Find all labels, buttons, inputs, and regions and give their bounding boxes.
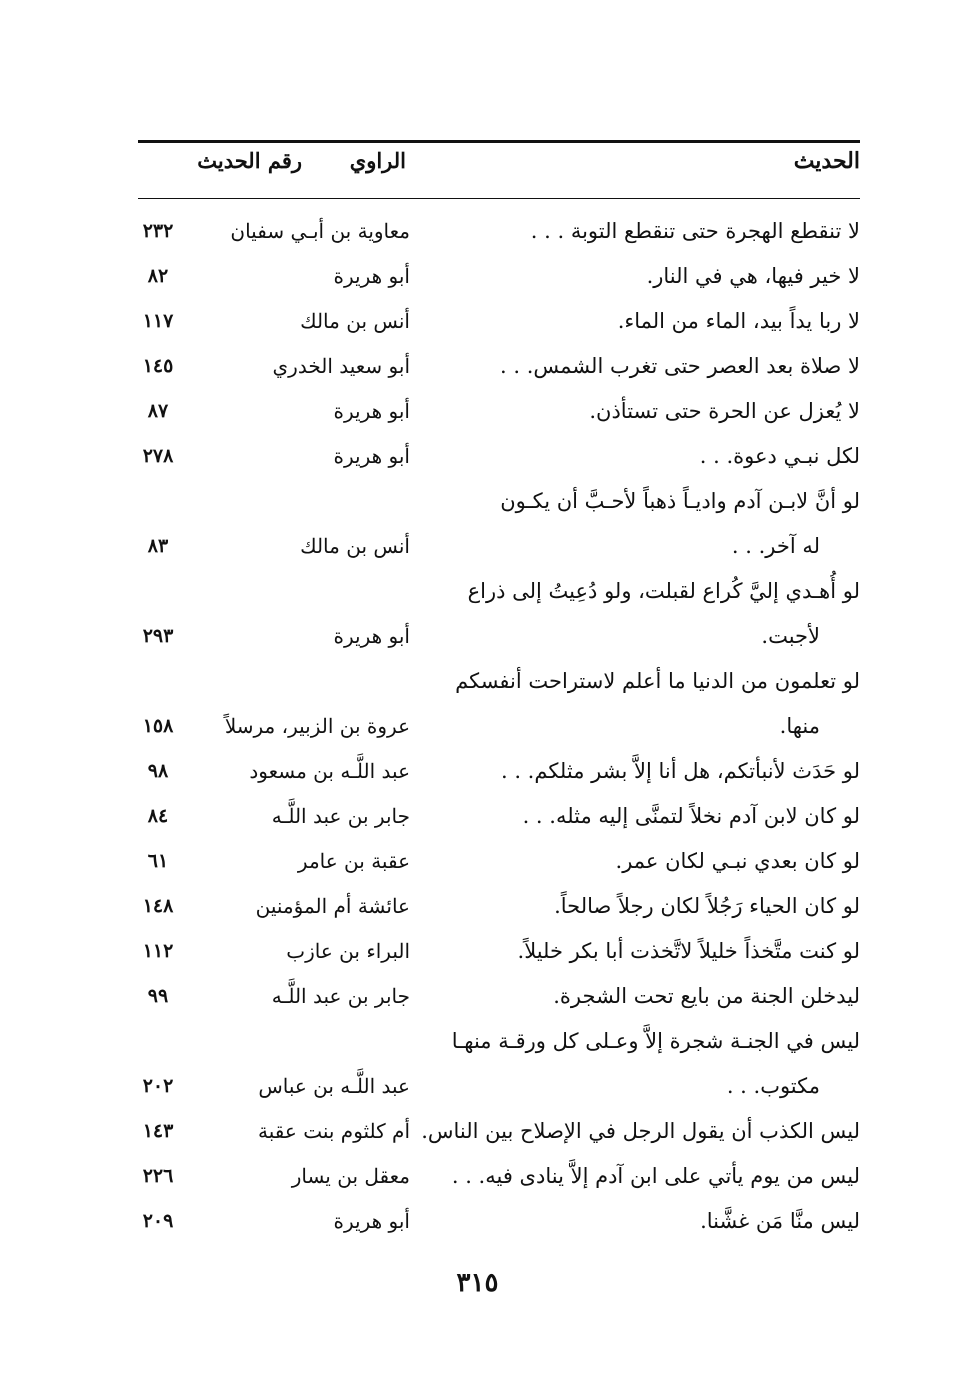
hadith-index-table bbox=[138, 209, 860, 1244]
hadith-number: ١٥٨ bbox=[142, 715, 174, 737]
table-row bbox=[138, 884, 860, 929]
narrator-name: عبد اللَّـه بن مسعود bbox=[249, 759, 410, 783]
hadith-number: ٨٤ bbox=[147, 805, 169, 827]
table-row bbox=[138, 1109, 860, 1154]
narrator-name: أبو هريرة bbox=[333, 444, 410, 468]
hadith-number: ٦١ bbox=[147, 850, 169, 872]
narrator-name: معاوية بن أبـي سفيان bbox=[230, 219, 410, 243]
table-row bbox=[138, 929, 860, 974]
hadith-text: لو أنَّ لابـن آدم واديـاً ذهباً لأحـبَّ أن يكـون bbox=[500, 489, 860, 513]
hadith-text: ليس منَّا مَن غشَّنا. bbox=[700, 1209, 860, 1233]
narrator-name: أبو هريرة bbox=[333, 1209, 410, 1233]
hadith-number: ١٤٣ bbox=[142, 1120, 174, 1142]
hadith-number: ١١٢ bbox=[142, 940, 174, 962]
table-row bbox=[138, 1019, 860, 1109]
hadith-number: ٨٣ bbox=[147, 535, 169, 557]
narrator-name: جابر بن عبد اللَّـه bbox=[271, 804, 410, 828]
hadith-number: ٢٣٢ bbox=[142, 220, 174, 242]
table-row bbox=[138, 794, 860, 839]
hadith-text: ليس من يوم يأتي على ابن آدم إلاَّ ينادى فيه. . . bbox=[451, 1164, 860, 1188]
narrator-name: جابر بن عبد اللَّـه bbox=[271, 984, 410, 1008]
table-row bbox=[138, 749, 860, 794]
header-number: رقم الحديث bbox=[197, 148, 302, 173]
narrator-name: عروة بن الزبير، مرسلاً bbox=[224, 714, 410, 738]
hadith-text: لو كان لابن آدم نخلاً لتمنَّى إليه مثله. . . bbox=[522, 804, 860, 828]
hadith-number: ١٤٥ bbox=[142, 355, 174, 377]
hadith-text: لو كنت متَّخذاً خليلاً لاتَّخذت أبا بكر خليلاً. bbox=[517, 939, 860, 963]
hadith-text: لو حَدَث لأنبأتكم، هل أنا إلاَّ بشر مثلكم. . . bbox=[500, 759, 860, 783]
table-row bbox=[138, 344, 860, 389]
hadith-text-continuation: له آخر. . . bbox=[731, 534, 820, 558]
table-row bbox=[138, 389, 860, 434]
header-hadith: الحديث bbox=[793, 148, 860, 174]
hadith-text: لكل نبـي دعوة. . . bbox=[699, 444, 860, 468]
header-narrator: الراوي bbox=[349, 148, 406, 173]
top-rule bbox=[138, 140, 860, 143]
hadith-number: ١١٧ bbox=[142, 310, 174, 332]
narrator-name: عائشة أم المؤمنين bbox=[255, 894, 410, 918]
narrator-name: أبو هريرة bbox=[333, 264, 410, 288]
hadith-text: ليدخلن الجنة من بايع تحت الشجرة. bbox=[553, 984, 860, 1008]
hadith-number: ٢٩٣ bbox=[142, 625, 174, 647]
hadith-text: ليس في الجنـة شجرة إلاَّ وعـلى كل ورقـة منهـا bbox=[451, 1029, 860, 1053]
hadith-number: ٨٢ bbox=[147, 265, 169, 287]
hadith-text: لا تنقطع الهجرة حتى تنقطع التوبة . . . bbox=[530, 219, 860, 243]
hadith-text: لو تعلمون من الدنيا ما أعلم لاستراحت أنفسكم bbox=[455, 669, 860, 693]
table-row bbox=[138, 569, 860, 659]
narrator-name: معقل بن يسار bbox=[291, 1164, 410, 1188]
hadith-text: لا ربا يداً بيد، الماء من الماء. bbox=[617, 309, 860, 333]
narrator-name: عبد اللَّـه بن عباس bbox=[258, 1074, 410, 1098]
table-row bbox=[138, 1199, 860, 1244]
narrator-name: أنس بن مالك bbox=[300, 534, 410, 558]
narrator-name: أبو سعيد الخدري bbox=[272, 354, 410, 378]
hadith-text: لو كان الحياء رَجُلاً لكان رجلاً صالحاً. bbox=[554, 894, 860, 918]
hadith-number: ٨٧ bbox=[147, 400, 169, 422]
hadith-text: ليس الكذب أن يقول الرجل في الإصلاح بين الناس. bbox=[421, 1119, 860, 1143]
header-rule bbox=[138, 198, 860, 199]
table-row bbox=[138, 299, 860, 344]
narrator-name: أم كلثوم بنت عقبة bbox=[258, 1119, 410, 1143]
narrator-name: أنس بن مالك bbox=[300, 309, 410, 333]
table-row bbox=[138, 434, 860, 479]
hadith-text-continuation: منها. bbox=[779, 714, 820, 738]
narrator-name: أبو هريرة bbox=[333, 399, 410, 423]
narrator-name: أبو هريرة bbox=[333, 624, 410, 648]
table-row bbox=[138, 254, 860, 299]
hadith-text: لا صلاة بعد العصر حتى تغرب الشمس. . . bbox=[500, 354, 860, 378]
table-row bbox=[138, 1154, 860, 1199]
hadith-text-continuation: لأجبت. bbox=[761, 624, 820, 648]
hadith-number: ٢٧٨ bbox=[142, 445, 174, 467]
hadith-text: لو أُهـدي إليَّ كُراع لقبلت، ولو دُعِيتُ إلى ذراع bbox=[467, 579, 860, 603]
hadith-number: ١٤٨ bbox=[142, 895, 174, 917]
hadith-text: لا خير فيها، هي في النار. bbox=[646, 264, 860, 288]
hadith-number: ٢٠٢ bbox=[142, 1075, 174, 1097]
narrator-name: البراء بن عازب bbox=[286, 939, 410, 963]
page-number: ٣١٥ bbox=[456, 1268, 499, 1298]
table-row bbox=[138, 839, 860, 884]
table-row bbox=[138, 479, 860, 569]
hadith-number: ٩٩ bbox=[147, 985, 169, 1007]
table-row bbox=[138, 659, 860, 749]
table-row bbox=[138, 209, 860, 254]
table-header bbox=[138, 148, 860, 188]
table-row bbox=[138, 974, 860, 1019]
hadith-number: ٢٠٩ bbox=[142, 1210, 174, 1232]
hadith-text: لو كان بعدي نبـي لكان عمر. bbox=[615, 849, 860, 873]
narrator-name: عقبة بن عامر bbox=[297, 849, 410, 873]
hadith-text: لا يُعزل عن الحرة حتى تستأذن. bbox=[589, 399, 860, 423]
hadith-text-continuation: مكتوب. . . bbox=[726, 1074, 820, 1098]
hadith-number: ٢٢٦ bbox=[142, 1165, 174, 1187]
hadith-number: ٩٨ bbox=[147, 760, 169, 782]
